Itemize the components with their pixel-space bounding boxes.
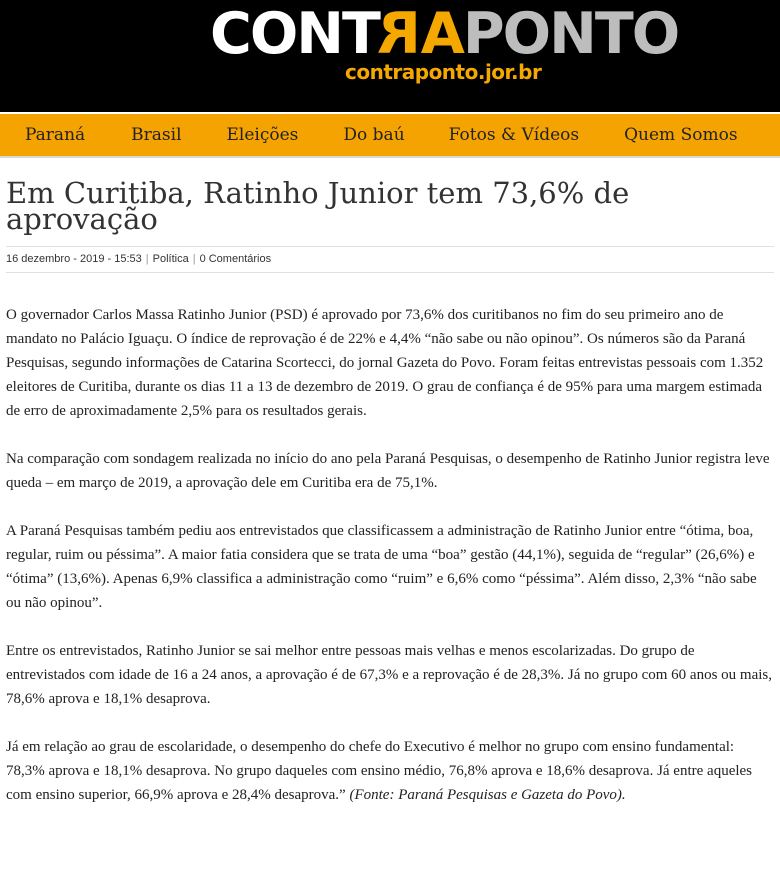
article-paragraph: Na comparação com sondagem realizada no início do ano pela Paraná Pesquisas, o desempenho de Ratinho Junior registra leve queda – em março de 2019, a aprovação dele em Curitiba era de 75,1%.: [6, 451, 770, 491]
nav-item-parana[interactable]: Paraná: [25, 125, 86, 145]
site-header: [0, 0, 780, 112]
article-paragraph: Entre os entrevistados, Ratinho Junior se sai melhor entre pessoas mais velhas e menos escolarizadas. Do grupo de entrevistados com idade de 16 a 24 anos, a aprovação é de 67,3% e a reprovação é de 28,3%. Já no grupo com 60 anos ou mais, 78,6% aprova e 18,1% desaprova.: [6, 643, 772, 707]
article-comments-link[interactable]: 0 Comentários: [199, 253, 272, 265]
logo-text-cont: CONT: [210, 1, 379, 67]
article-body: [6, 303, 774, 807]
site-domain: contraponto.jor.br: [345, 60, 542, 84]
article-paragraph-last: [6, 735, 774, 807]
article-paragraph-text: Já em relação ao grau de escolaridade, o desempenho do chefe do Executivo é melhor no grupo com ensino fundamental: 78,3% aprova e 18,1% desaprova. No grupo daqueles com ensino médio, 76,8% aprova e 18,6% desaprova. Já entre aqueles com ensino superior, 66,9% aprova e 28,4% desaprova.”: [6, 739, 753, 803]
nav-item-brasil[interactable]: Brasil: [131, 125, 182, 145]
nav-item-quem-somos[interactable]: Quem Somos: [624, 125, 738, 145]
nav-item-fotos-videos[interactable]: Fotos & Vídeos: [448, 125, 580, 145]
site-logo[interactable]: [210, 1, 679, 67]
article-paragraph: A Paraná Pesquisas também pediu aos entrevistados que classificassem a administração de Ratinho Junior entre “ótima, boa, regular, ruim ou péssima”. A maior fatia considera que se trata de uma “boa” gestão (44,1%), seguida de “regular” (26,6%) e “ótima” (13,6%). Apenas 6,9% classifica a administração como “ruim” e 6,6% como “péssima”. Além disso, 2,3% “não sabe ou não opinou”.: [6, 523, 757, 611]
article-meta: [6, 246, 774, 273]
main-nav: [0, 114, 780, 158]
nav-item-eleicoes[interactable]: Eleições: [226, 125, 299, 145]
meta-separator: |: [145, 253, 149, 265]
article-paragraph: O governador Carlos Massa Ratinho Junior (PSD) é aprovado por 73,6% dos curitibanos no fim do seu primeiro ano de mandato no Palácio Iguaçu. O índice de reprovação é de 22% e 4,4% “não sabe ou não opinou”. Os números são da Paraná Pesquisas, segundo informações de Catarina Scortecci, do jornal Gazeta do Povo. Foram feitas entrevistas pessoais com 1.352 eleitores de Curitiba, durante os dias 11 a 13 de dezembro de 2019. O grau de confiança é de 95% para uma margem estimada de erro de aproximadamente 2,5% para os resultados gerais.: [6, 307, 764, 419]
logo-text-a: A: [420, 1, 463, 67]
article-title: Em Curitiba, Ratinho Junior tem 73,6% de aprovação: [6, 176, 630, 236]
logo-text-ponto: PONTO: [462, 1, 679, 67]
meta-separator: |: [192, 253, 196, 265]
article-date: 16 dezembro - 2019 - 15:53: [6, 253, 142, 265]
logo-text-reversed-r: R: [378, 1, 421, 67]
article-source: (Fonte: Paraná Pesquisas e Gazeta do Povo).: [349, 787, 626, 803]
nav-item-do-bau[interactable]: Do baú: [343, 125, 405, 145]
article-category-link[interactable]: Política: [152, 253, 189, 265]
